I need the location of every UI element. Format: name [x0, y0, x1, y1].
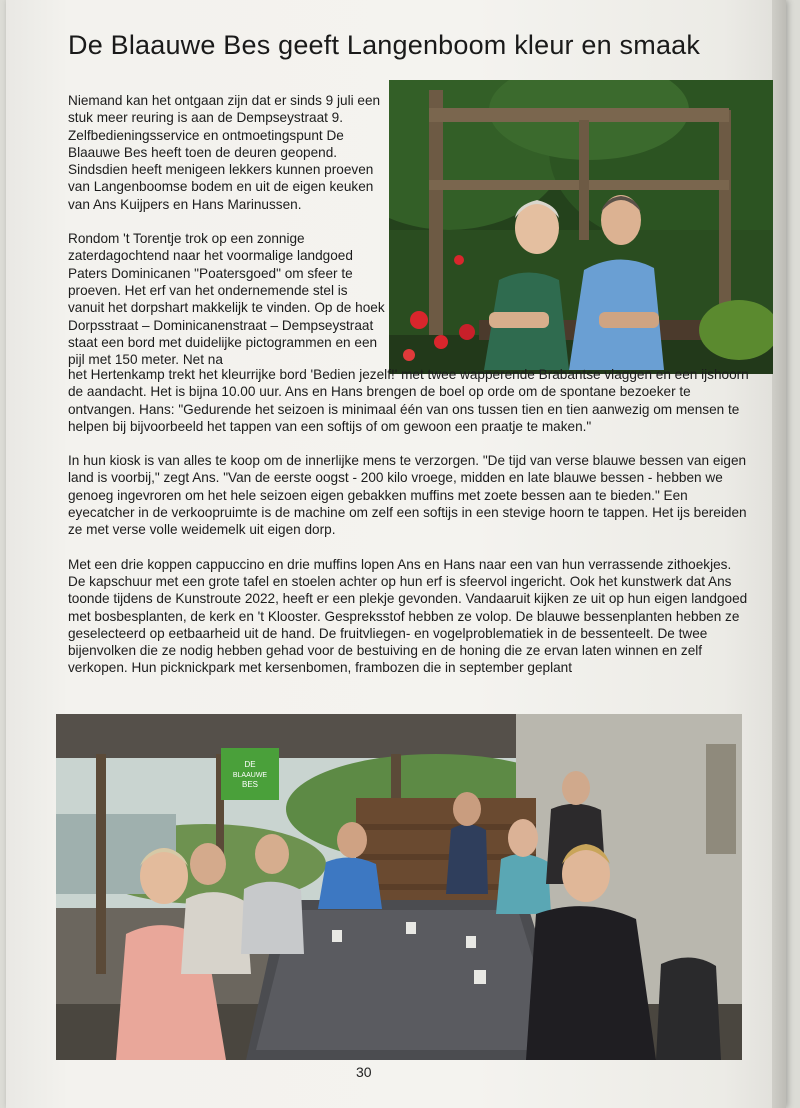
- photo-group-table: [56, 714, 742, 1060]
- article-title: De Blaauwe Bes geeft Langenboom kleur en smaak: [68, 30, 701, 60]
- flower: [434, 335, 448, 349]
- magazine-page: [6, 0, 786, 1108]
- intro-column: [68, 92, 386, 385]
- paragraph-seating: Met een drie koppen cappuccino en drie muffins lopen Ans en Hans naar een van hun verrassende zithoekjes. De kapschuur met een grote tafel en stoelen achter op hun erf is sfeervol ingericht. Ook het kunstwerk dat Ans toonde tijdens de Kunstroute 2022, heeft er een plekje gevonden. Vandaaruit kijken ze uit op hun eigen landgoed met bosbesplanten, de kerk en 't Klooster. Gespreksstof hebben ze volop. De blauwe bessenplanten hebben ze geselecteerd op eetbaarheid uit de hand. De fruitvliegen- en vogelproblematiek in de bessenteelt. De twee bijenvolken die ze nodig hebben gehad voor de bestuiving en de honing die ze ervan laten winnen en zelf verkopen. Hun picknickpark met kersenbomen, frambozen die in september geplant: [68, 556, 748, 676]
- paragraph-route: Rondom 't Torentje trok op een zonnige zaterdagochtend naar het voormalige landgoed Paters Dominicanen "Poatersgoed" om sfeer te proeven. Het erf van het ondernemende stel is vanuit het dorpshart makkelijk te vinden. Op de hoek Dorpsstraat – Dominicanenstraat – Dempseystraat staat een bord met duidelijke pictogrammen en een pijl met 150 meter. Net na: [68, 231, 385, 368]
- page-edge: [772, 0, 786, 1108]
- flower: [459, 324, 475, 340]
- sign-line-1: DE: [244, 760, 256, 769]
- flower: [410, 311, 428, 329]
- paragraph-kiosk: In hun kiosk is van alles te koop om de innerlijke mens te verzorgen. "De tijd van verse blauwe bessen van eigen land is voorbij," zegt Ans. "Van de eerste oogst - 200 kilo vroege, midden en late blauwe bessen - hebben we genoeg ingevroren om het hele seizoen eigen gebakken muffins met zoete bessen aan te bieden." Een eyecatcher in de verkoopruimte is de machine om zelf een softijs in een stevige hoorn te tappen. Het ijs bereiden ze met verse volle weidemelk uit eigen dorp.: [68, 453, 747, 538]
- photo-owners-pergola: [389, 80, 773, 374]
- paragraph-intro: Niemand kan het ontgaan zijn dat er sinds 9 juli een stuk meer reuring is aan de Dempseystraat 9. Zelfbedieningsservice en ontmoetingspunt De Blaauwe Bes heeft toen de deuren geopend. Sindsdien heeft menigeen lekkers kunnen proeven van Langenboomse bodem en uit de eigen keuken van Ans Kuijpers en Hans Marinussen.: [68, 93, 381, 212]
- sign-line-3: BES: [241, 780, 259, 789]
- paragraph-sign: het Hertenkamp trekt het kleurrijke bord 'Bedien jezelf!' met twee wapperende Brabantse vlaggen en een ijshoorn de aandacht. Het is bijna 10.00 uur. Ans en Hans brengen de boel op orde om de spontane bezoeker te ontvangen. Hans: "Gedurende het seizoen is minimaal één van ons tussen tien en tien aanwezig om mensen te helpen bij bijvoorbeeld het tappen van een softijs of om gewoon een praatje te maken.": [68, 367, 749, 434]
- sign-line-2: BLAAUWE: [232, 772, 268, 779]
- flower: [403, 349, 415, 361]
- main-text: [68, 366, 750, 694]
- page-number: 30: [356, 1064, 372, 1080]
- flower: [454, 255, 464, 265]
